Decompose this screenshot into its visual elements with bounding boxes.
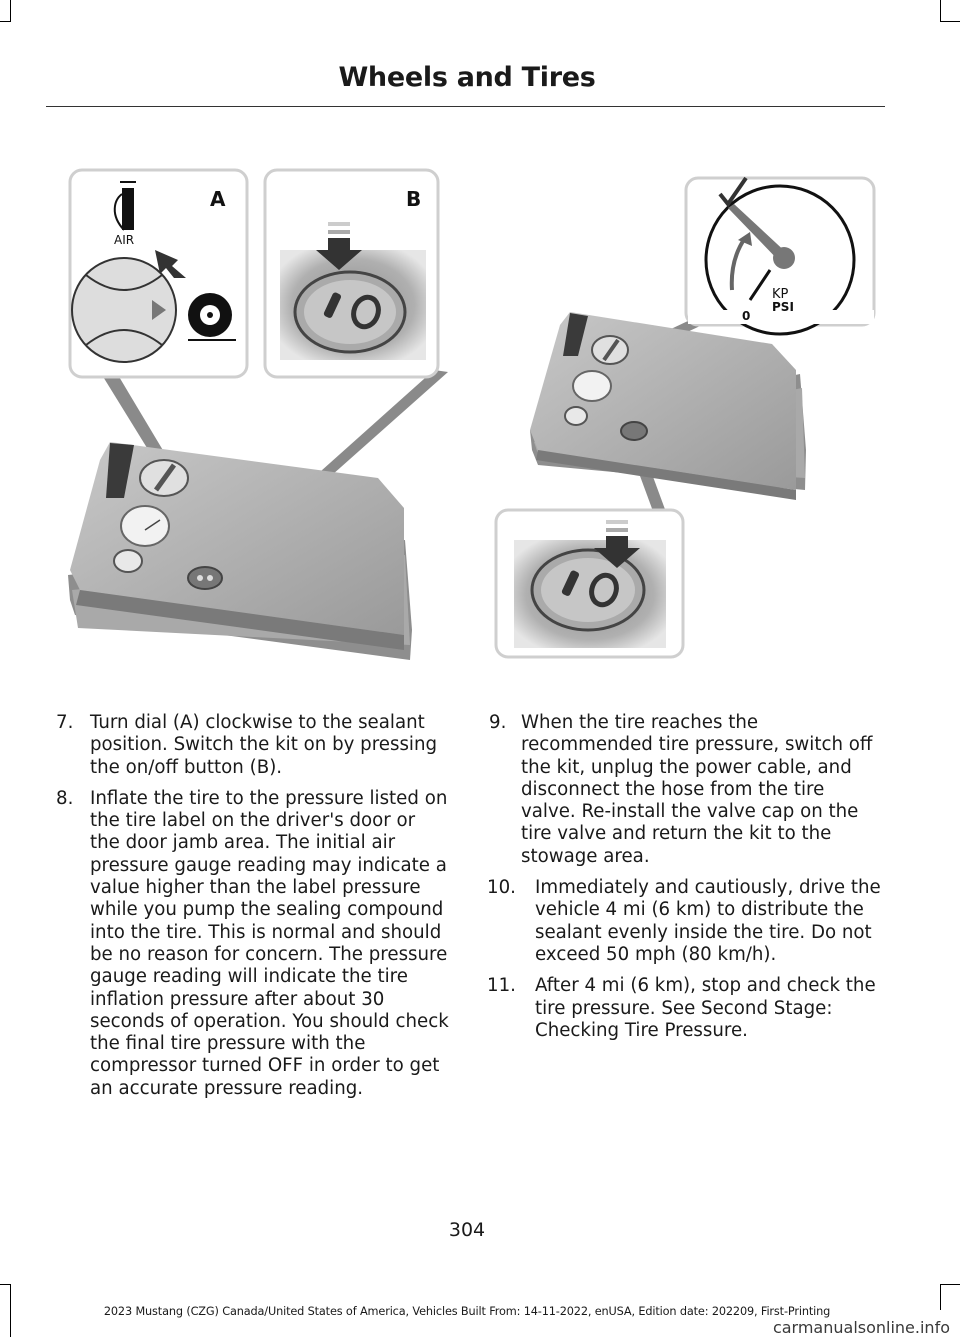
list-item [52,788,450,1100]
air-label: AIR [114,233,135,247]
step-text: When the tire reaches the recommended tire pressure, switch off the kit, unplug the power cable, and disconnect the hose from the tire valve. Re-install the valve cap on the tire valve and return the kit to the stowage area. [521,712,873,867]
page-number: 304 [448,1219,486,1241]
step-number: 7. [56,712,74,733]
callout-b-panel [265,170,438,377]
page-title: Wheels and Tires [338,62,596,93]
list-item [486,877,884,966]
step-text: Immediately and cautiously, drive the vehicle 4 mi (6 km) to distribute the sealant evenly inside the tire. Do not exceed 50 mph (80 km/h). [535,877,881,965]
step-number: 11. [487,975,516,997]
step-number: 9. [489,712,507,733]
step-number: 8. [56,787,74,809]
step-text: Inflate the tire to the pressure listed on the tire label on the driver's door or the door jamb area. The initial air pressure gauge reading may indicate a value higher than the label pressure while you pump the sealing compound into the tire. This is normal and should be no reason for concern. The pressure gauge reading will indicate the tire inflation pressure after about 30 seconds of operation. You should check the final tire pressure with the compressor turned OFF in order to get an accurate pressure reading. [90,787,449,1099]
crop-mark-bottom-right-h [940,1284,960,1285]
crop-mark-bottom-right-v [940,1284,941,1310]
header-divider [46,106,885,107]
callout-a-panel [70,170,247,377]
list-item [52,712,450,779]
step-number: 10. [487,877,516,899]
step-text: Turn dial (A) clockwise to the sealant position. Switch the kit on by pressing the on/off button (B). [90,712,438,778]
left-column [52,712,450,1109]
crop-mark-top-right-v [940,0,941,22]
sealant-kit-left [68,370,448,660]
crop-mark-top-left-h [0,21,11,22]
gauge-unit-kp: KP [772,287,789,302]
callout-b-label: B [406,187,422,211]
step-text: After 4 mi (6 km), stop and check the tire pressure. See Second Stage: Checking Tire Pressure. [535,975,876,1041]
list-item [486,712,884,868]
tire-sealant-kit-illustration [60,160,890,680]
crop-mark-top-right-h [940,21,960,22]
sealant-kit-right [530,312,806,514]
crop-mark-bottom-left-h [0,1284,11,1285]
watermark: carmanualsonline.info [772,1318,950,1337]
gauge-zero-label: 0 [742,309,751,323]
footer-edition-info: 2023 Mustang (CZG) Canada/United States of America, Vehicles Built From: 14-11-2022, enUSA, Edition date: 202209, First-Printing [103,1305,831,1318]
crop-mark-top-left-v [10,0,11,22]
callout-a-label: A [210,187,226,211]
list-item [486,975,884,1042]
gauge-unit-psi: PSI [772,300,794,314]
gauge-callout-panel [686,178,874,334]
on-off-callout-panel [496,510,683,657]
right-column [486,712,884,1051]
